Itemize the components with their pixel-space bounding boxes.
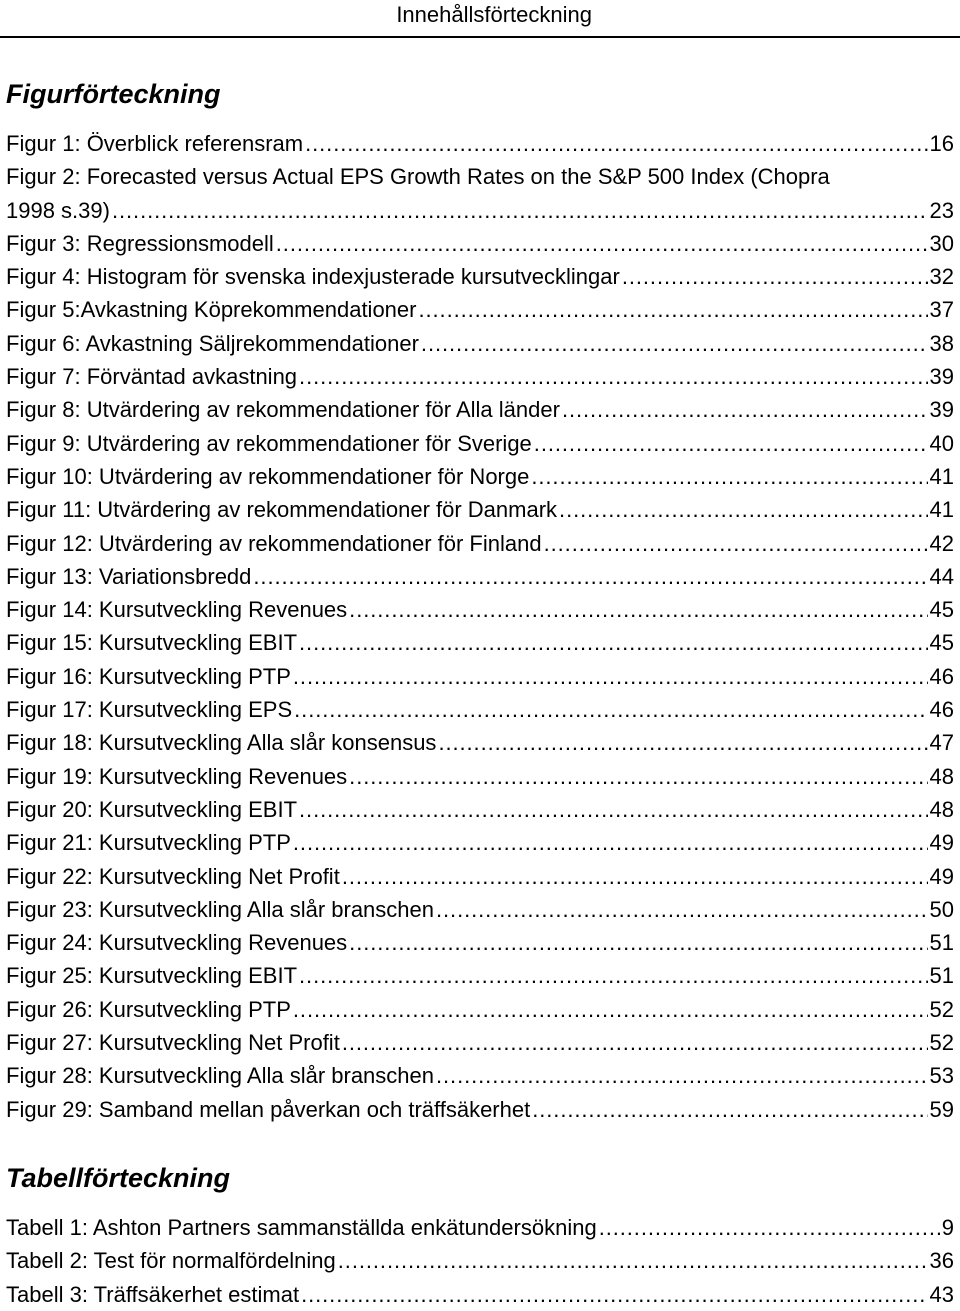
figure-entry[interactable] <box>6 826 954 859</box>
figure-entry-page: 41 <box>929 497 954 523</box>
dot-leader <box>562 393 928 426</box>
dot-leader <box>544 527 928 560</box>
figure-entry-label: Figur 29: Samband mellan påverkan och träffsäkerhet <box>6 1096 531 1122</box>
dot-leader <box>253 560 927 593</box>
figure-entry[interactable] <box>6 726 954 759</box>
dot-leader <box>559 493 927 526</box>
table-entry[interactable] <box>6 1244 954 1277</box>
figure-entry-page: 48 <box>929 796 954 822</box>
figure-entry-label: Figur 18: Kursutveckling Alla slår konsensus <box>6 730 437 756</box>
dot-leader <box>418 293 927 326</box>
running-header <box>0 0 960 38</box>
figure-entry-label: Figur 21: Kursutveckling PTP <box>6 830 291 856</box>
figure-entry-page: 39 <box>929 364 954 390</box>
table-entry-label: Tabell 3: Träffsäkerhet estimat <box>6 1281 300 1307</box>
figure-entry-page: 53 <box>929 1063 954 1089</box>
dot-leader <box>436 893 928 926</box>
figures-heading: Figurförteckning <box>6 79 221 109</box>
figure-entry[interactable] <box>6 127 954 160</box>
figure-entry[interactable] <box>6 227 954 260</box>
figure-entry-label: Figur 9: Utvärdering av rekommendationer för Sverige <box>6 430 532 456</box>
dot-leader <box>438 726 927 759</box>
figure-entry-page: 51 <box>929 963 954 989</box>
figure-entry-label: Figur 16: Kursutveckling PTP <box>6 663 291 689</box>
figure-entry-page: 49 <box>929 863 954 889</box>
figure-entry[interactable] <box>6 959 954 992</box>
dot-leader <box>531 460 927 493</box>
table-entry-page: 36 <box>929 1248 954 1274</box>
dot-leader <box>342 860 928 893</box>
figure-entry-label: Figur 14: Kursutveckling Revenues <box>6 597 348 623</box>
figure-entry-label: Figur 15: Kursutveckling EBIT <box>6 630 298 656</box>
figure-entry[interactable] <box>6 893 954 926</box>
figure-entry-label: Figur 10: Utvärdering av rekommendationer för Norge <box>6 463 530 489</box>
dot-leader <box>436 1059 928 1092</box>
figure-entry-label: Figur 22: Kursutveckling Net Profit <box>6 863 340 889</box>
dot-leader <box>421 327 928 360</box>
figure-entry-label: 1998 s.39) <box>6 197 110 223</box>
figure-entry[interactable] <box>6 1059 954 1092</box>
figure-entry-label: Figur 5:Avkastning Köprekommendationer <box>6 297 417 323</box>
figure-entry-label: Figur 23: Kursutveckling Alla slår branschen <box>6 896 434 922</box>
dot-leader <box>112 194 928 227</box>
figure-entry-page: 52 <box>929 996 954 1022</box>
figure-entry-page: 49 <box>929 830 954 856</box>
dot-leader <box>299 626 928 659</box>
figure-entry[interactable] <box>6 293 954 326</box>
figure-entry[interactable] <box>6 527 954 560</box>
figure-entry-label: Figur 17: Kursutveckling EPS <box>6 697 293 723</box>
figure-entry[interactable] <box>6 260 954 293</box>
figure-entry-label: Figur 7: Förväntad avkastning <box>6 364 298 390</box>
dot-leader <box>293 826 928 859</box>
figure-entry-page: 41 <box>929 463 954 489</box>
figure-entry[interactable] <box>6 1093 954 1126</box>
figure-entry[interactable] <box>6 427 954 460</box>
figure-entry-label: Figur 1: Överblick referensram <box>6 131 304 156</box>
figure-entry-label: Figur 2: Forecasted versus Actual EPS Growth Rates on the S&P 500 Index (Chopra <box>6 164 830 190</box>
figure-entry-page: 39 <box>929 397 954 423</box>
figure-entry-page: 44 <box>929 563 954 589</box>
figure-entry-page: 30 <box>929 230 954 256</box>
figure-entry[interactable] <box>6 360 954 393</box>
figure-entry[interactable] <box>6 393 954 426</box>
figure-entry[interactable] <box>6 1026 954 1059</box>
dot-leader <box>305 127 927 160</box>
dot-leader <box>349 926 927 959</box>
tables-heading: Tabellförteckning <box>6 1163 231 1193</box>
dot-leader <box>622 260 928 293</box>
dot-leader <box>299 360 927 393</box>
tables-list <box>6 1211 954 1311</box>
dot-leader <box>338 1244 928 1277</box>
figure-entry[interactable] <box>6 327 954 360</box>
figure-entry[interactable] <box>6 626 954 659</box>
figure-entry[interactable] <box>6 693 954 726</box>
dot-leader <box>299 793 928 826</box>
dot-leader <box>349 593 927 626</box>
dot-leader <box>342 1026 928 1059</box>
figure-entry[interactable] <box>6 760 954 793</box>
figure-entry-label: Figur 13: Variationsbredd <box>6 563 252 589</box>
figure-entry-page: 46 <box>929 697 954 723</box>
dot-leader <box>294 693 927 726</box>
figure-entry-page: 48 <box>929 763 954 789</box>
dot-leader <box>276 227 928 260</box>
figure-entry-page: 50 <box>929 896 954 922</box>
figure-entry-page: 40 <box>929 430 954 456</box>
table-entry[interactable] <box>6 1211 954 1244</box>
dot-leader <box>599 1211 940 1244</box>
figure-entry-page: 46 <box>929 663 954 689</box>
dot-leader <box>299 959 928 992</box>
figure-entry[interactable] <box>6 860 954 893</box>
figure-entry[interactable] <box>6 560 954 593</box>
figure-entry-label: Figur 24: Kursutveckling Revenues <box>6 930 348 956</box>
table-entry-page: 43 <box>929 1281 954 1307</box>
figure-entry-label: Figur 11: Utvärdering av rekommendationer för Danmark <box>6 497 558 523</box>
figure-entry-page: 37 <box>929 297 954 323</box>
figure-entry-label: Figur 19: Kursutveckling Revenues <box>6 763 348 789</box>
figure-entry[interactable] <box>6 593 954 626</box>
figure-entry-label: Figur 27: Kursutveckling Net Profit <box>6 1030 340 1056</box>
figure-entry-page: 51 <box>929 930 954 956</box>
table-entry-label: Tabell 1: Ashton Partners sammanställda enkätundersökning <box>6 1215 597 1240</box>
running-header-title: Innehållsförteckning <box>396 2 592 27</box>
dot-leader <box>532 1093 927 1126</box>
dot-leader <box>293 660 928 693</box>
figure-entry-page: 32 <box>929 264 954 290</box>
dot-leader <box>293 993 928 1026</box>
figure-entry-page: 42 <box>929 530 954 556</box>
figures-list <box>6 127 954 1126</box>
figure-entry-label: Figur 8: Utvärdering av rekommendationer för Alla länder <box>6 397 560 423</box>
figure-entry-label: Figur 12: Utvärdering av rekommendationer för Finland <box>6 530 542 556</box>
figure-entry[interactable] <box>6 993 954 1026</box>
figure-entry-label: Figur 28: Kursutveckling Alla slår branschen <box>6 1063 434 1089</box>
figure-entry-page: 47 <box>929 730 954 756</box>
figure-entry-label: Figur 3: Regressionsmodell <box>6 230 274 256</box>
figure-entry[interactable] <box>6 793 954 826</box>
figure-entry[interactable] <box>6 460 954 493</box>
figure-entry[interactable] <box>6 194 954 227</box>
dot-leader <box>534 427 928 460</box>
figure-entry-label: Figur 4: Histogram för svenska indexjusterade kursutvecklingar <box>6 264 620 290</box>
figure-entry-label: Figur 26: Kursutveckling PTP <box>6 996 291 1022</box>
figure-entry-label: Figur 6: Avkastning Säljrekommendationer <box>6 330 419 356</box>
table-entry-page: 9 <box>941 1215 954 1240</box>
figure-entry-page: 59 <box>929 1096 954 1122</box>
figure-entry-page: 45 <box>929 630 954 656</box>
table-entry-label: Tabell 2: Test för normalfördelning <box>6 1248 336 1274</box>
figure-entry-page: 45 <box>929 597 954 623</box>
figure-entry-page: 16 <box>929 131 954 156</box>
figure-entry-label: Figur 20: Kursutveckling EBIT <box>6 796 298 822</box>
figure-entry[interactable] <box>6 660 954 693</box>
figure-entry-page: 23 <box>929 197 954 223</box>
dot-leader <box>349 760 927 793</box>
figure-entry[interactable] <box>6 926 954 959</box>
figure-entry-label: Figur 25: Kursutveckling EBIT <box>6 963 298 989</box>
figure-entry[interactable] <box>6 493 954 526</box>
figure-entry-page: 52 <box>929 1030 954 1056</box>
figure-entry-page: 38 <box>929 330 954 356</box>
